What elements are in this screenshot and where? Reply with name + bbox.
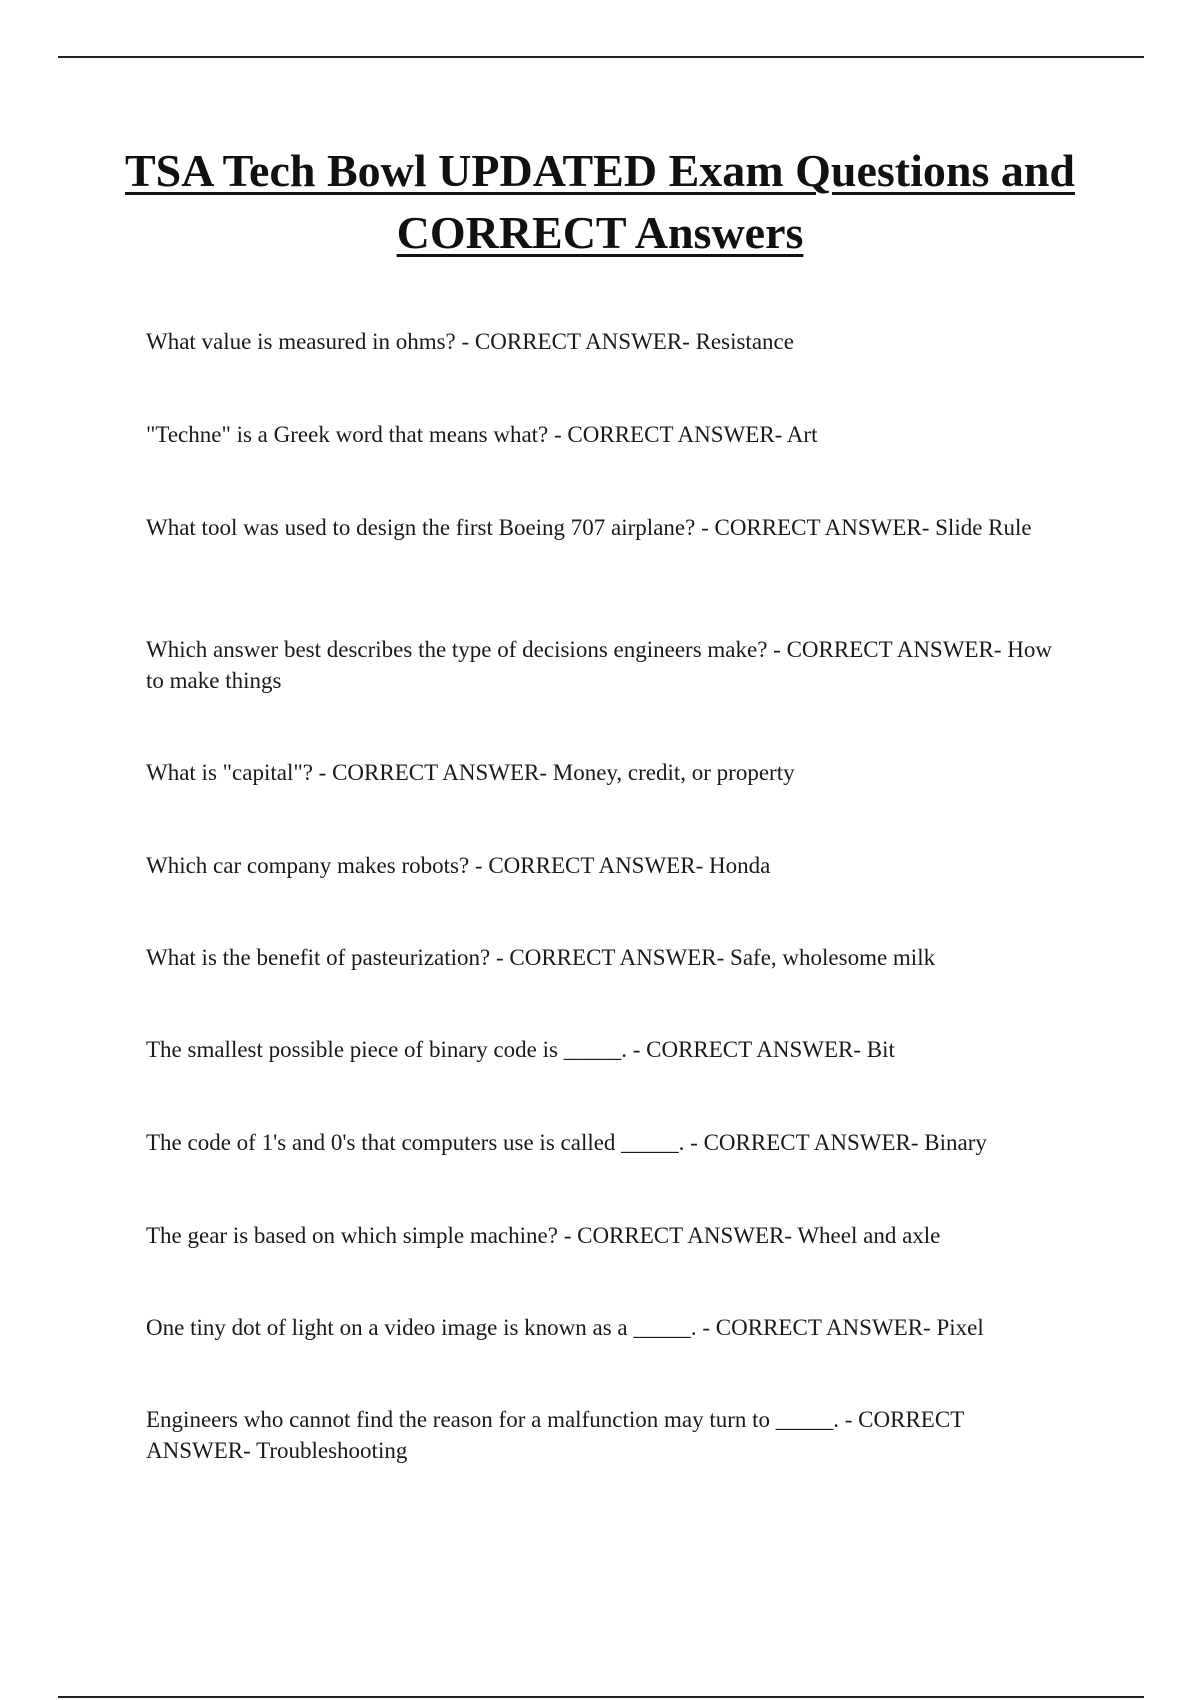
qa-entry-12: Engineers who cannot find the reason for a malfunction may turn to _____. - CORRECT ANSWER- Troubleshooting	[146, 1407, 964, 1463]
qa-entry-6: Which car company makes robots? - CORRECT ANSWER- Honda	[146, 853, 771, 878]
qa-entry-11: One tiny dot of light on a video image is known as a _____. - CORRECT ANSWER- Pixel	[146, 1315, 984, 1340]
qa-entry-3: What tool was used to design the first Boeing 707 airplane? - CORRECT ANSWER- Slide Rule	[146, 515, 1032, 540]
qa-entry-4: Which answer best describes the type of decisions engineers make? - CORRECT ANSWER- How to make things	[146, 637, 1052, 693]
document-title: TSA Tech Bowl UPDATED Exam Questions and CORRECT Answers	[124, 145, 1076, 258]
qa-entry-5: What is "capital"? - CORRECT ANSWER- Money, credit, or property	[146, 760, 795, 785]
qa-entry-1: What value is measured in ohms? - CORRECT ANSWER- Resistance	[146, 329, 794, 354]
bottom-divider	[58, 1696, 1144, 1698]
qa-entry-8: The smallest possible piece of binary code is _____. - CORRECT ANSWER- Bit	[146, 1037, 895, 1062]
qa-entry-7: What is the benefit of pasteurization? - CORRECT ANSWER- Safe, wholesome milk	[146, 945, 936, 970]
qa-entry-9: The code of 1's and 0's that computers use is called _____. - CORRECT ANSWER- Binary	[146, 1130, 987, 1155]
top-divider	[58, 56, 1144, 58]
qa-entry-2: "Techne" is a Greek word that means what? - CORRECT ANSWER- Art	[146, 422, 818, 447]
qa-entry-10: The gear is based on which simple machine? - CORRECT ANSWER- Wheel and axle	[146, 1223, 941, 1248]
